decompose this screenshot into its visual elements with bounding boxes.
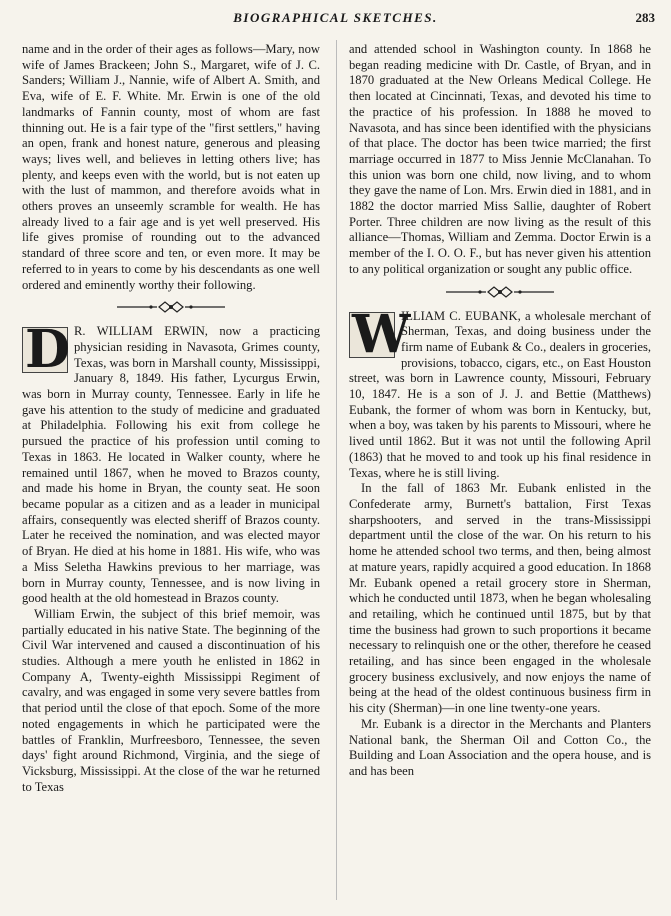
page-number: 283 bbox=[635, 10, 655, 25]
ornament-icon bbox=[111, 301, 231, 313]
left-column bbox=[22, 42, 320, 795]
dropcap-letter: D bbox=[22, 327, 68, 373]
erwin-bio-intro bbox=[22, 319, 320, 607]
section-ornament bbox=[349, 286, 651, 300]
column-divider bbox=[336, 40, 337, 900]
ornament-icon bbox=[440, 286, 560, 298]
erwin-bio-text: R. WILLIAM ERWIN, now a practicing physician residing in Navasota, Grimes county, Texas, was born in Marshall county, Mississippi, January 8, 1849. His father, Lycurgus Erwin, was born in Murray county, Tennessee. Early in life he gave his attention to the study of medicine and graduated at Philadelphia. Following his exit from college he pursued the practice of his profession until coming to Texas in 1863. He located in Walker county, where he remained until 1867, when he moved to Brazos county, and made his home in Bryan, the county seat. He soon became popular as a citizen and as a leader in municipal affairs, consequently was elected sheriff of Brazos county. Later he received the nomination, and was elected mayor of Bryan. He died at his home in 1881. His wife, who was a Miss Seletha Hawkins previous to her marriage, was born in Murray county, Tennessee, and is now living in good health at the old homestead in Brazos county. bbox=[22, 324, 320, 606]
dropcap-letter: W bbox=[349, 312, 395, 358]
eubank-bio-text: ILLIAM C. EUBANK, a wholesale merchant of Sherman, Texas, and doing business under the firm name of Eubank & Co., dealers in groceries, provisions, tobacco, cigars, etc., on East Houston street, was born in Lawrence county, Missouri, February 10, 1847. He is a son of J. J. and Bettie (Matthews) Eubank, the former of whom was born in Kentucky, but, when a boy, was taken by his parents to Missouri, where he lived until 1862. But it was not until the following April (1863) that he moved to and took up his final residence in Texas, where he is still living. bbox=[349, 308, 651, 480]
eubank-bio-paragraph: In the fall of 1863 Mr. Eubank enlisted in the Confederate army, Burnett's battalion, First Texas sharpshooters, and served in the trans-Mississippi department until the close of the war. On his return to his home he attended school two terms, and then, being almost at mature years, rapidly acquired a good education. In 1868 Mr. Eubank opened a retail grocery store in Sherman, which he conducted until 1873, when he began wholesaling and retailing, which he continued until 1875, but by that time the business had grown to such proportions it became necessary to relinquish one or the other, therefore he ceased retailing, and has since been engaged in the wholesale grocery business exclusively, and now enjoys the name of being at the head of the oldest continuous business firm in his city (Sherman)—in one line twenty-one years. bbox=[349, 481, 651, 716]
right-column bbox=[349, 42, 651, 780]
section-ornament bbox=[22, 301, 320, 315]
continued-paragraph: and attended school in Washington county. In 1868 he began reading medicine with Dr. Castle, of Bryan, and in 1870 graduated at the New Orleans Medical College. He then located at Cincinnati, Texas, and devoted his time to the practice of his profession. In 1888 he moved to Navasota, and has since been identified with the physicians of that place. The doctor has been twice married; the first marriage occurred in 1877 to Miss Jennie McClanahan. To this union was born one child, now living, and to whom they gave the name of Lon. Mrs. Erwin died in 1881, and in 1882 the doctor married Miss Sallie, daughter of Robert Porter. Three children are now living as the result of this alliance—Thomas, William and Zemma. Doctor Erwin is a member of the I. O. O. F., but has never given his attention to any political organization or sought any public office. bbox=[349, 42, 651, 276]
erwin-bio-paragraph: William Erwin, the subject of this brief memoir, was partially educated in his native State. The beginning of the Civil War intervened and caused a discontinuation of his studies. Although a mere youth he enlisted in 1862 in Company A, Twenty-eighth Mississippi Regiment of cavalry, and was engaged in some very severe battles from that period until the close of that epoch. Some of the more noted engagements in which he participated were the battles of Franklin, Murfreesboro, Tennessee, the seven days' fight around Richmond, Virginia, and the siege of Vicksburg, Mississippi. At the close of the war he returned to Texas bbox=[22, 606, 320, 794]
continued-paragraph: name and in the order of their ages as follows—Mary, now wife of James Brackeen; John S., Margaret, wife of J. C. Sanders; William J., Nannie, wife of Albert A. Smith, and Eva, wife of E. F. White. Mr. Erwin is one of the old landmarks of Fannin county, most of whom are fast thinning out. He is a fair type of the "first settlers," having an open, frank and honest nature, generous and pleasing ways; lives well, and believes in letting others live; has plenty, and keeps even with the world, but is not eaten up with the lust of mammon, and therefore avoids what in others proves an unseemly scramble for wealth. He has already lived to a fair age and is yet well preserved. His life gives promise of rounding out to the advanced standard of three score and ten, or even more. It may be referred to in years to come by his descendants as one well ordered and eminently worthy their following. bbox=[22, 42, 320, 292]
eubank-bio-intro bbox=[349, 303, 651, 482]
eubank-bio-paragraph: Mr. Eubank is a director in the Merchants and Planters National bank, the Sherman Oil and Cotton Co., the Building and Loan Association and the opera house, and is and has been bbox=[349, 716, 651, 778]
running-title: BIOGRAPHICAL SKETCHES. bbox=[233, 10, 438, 25]
running-header bbox=[0, 8, 671, 30]
